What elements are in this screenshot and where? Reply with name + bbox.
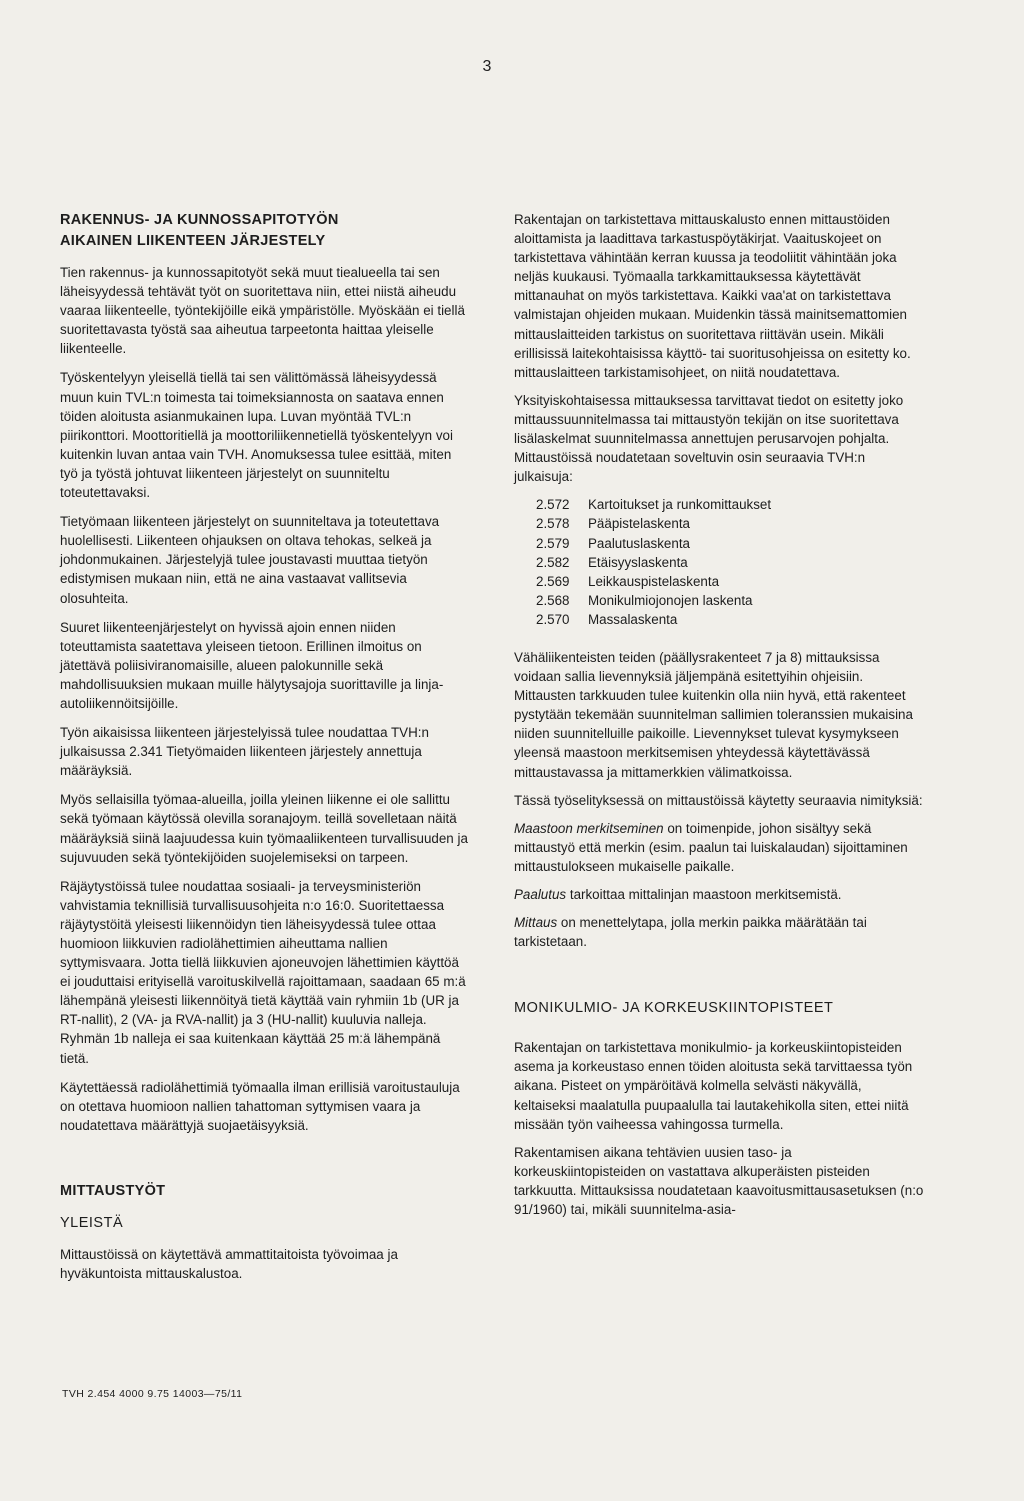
page-number: 3	[482, 58, 492, 75]
paragraph: Työskentelyyn yleisellä tiellä tai sen välittömässä läheisyydessä muun kuin TVL:n toimesta tai toimeksiannosta on saatava ennen töiden aloitusta asianmukainen lupa. Luvan myöntää TVL:n piirikonttori. Moottoritiellä ja moottoriliikennetiellä työskentelyyn voi kuitenkin luvan antaa vain TVH. Anomuksessa tulee esittää, miten työ ja työstä johtuvat liikenteen järjestelyt on suunniteltu toteutettavaksi.	[60, 370, 453, 501]
paragraph: Rakentajan on tarkistettava monikulmio- ja korkeuskiintopisteiden asema ja korkeustaso ennen töiden aloitusta sekä tarvittaessa työn aikana. Pisteet on ympäröitävä kolmella selvästi näkyvällä, keltaiseksi maalatulla puupaalulla tai lautakehikolla siten, ettei niitä missään työn vaiheessa vahingossa turmella.	[514, 1040, 913, 1132]
paragraph: Mittaustöissä on käytettävä ammattitaitoista työvoimaa ja hyväkuntoista mittauskalustoa.	[60, 1246, 398, 1282]
paragraph: Suuret liikenteenjärjestelyt on hyvissä ajoin ennen niiden toteuttamista saatettava yleiseen tietoon. Erillinen ilmoitus on jätettävä poliisiviranomaisille, alueen palokunnille sekä mahdollisuuksien mukaan muille hälytysajoja suorittaville ja linja-autoliikennöitsijöille.	[60, 619, 444, 711]
definition-term: Mittaus	[514, 915, 558, 931]
list-item: 2.568 Monikulmiojonojen laskenta	[536, 592, 753, 608]
paragraph: Rakentajan on tarkistettava mittauskalusto ennen mittaustöiden aloittamista ja laadittava tarkastuspöytäkirjat. Vaaituskojeet on tarkistettava vähintään kerran kuussa ja teodoliitit vähintään joka neljäs kuukausi. Työmaalla tarkkamittauksessa käytettävät mittanauhat on myös tarkistettava. Kaikki vaa'at on tarkistettava valmistajan ohjeiden mukaan. Muidenkin tässä mainitsemattomien mittauslaitteiden tarkistus on suoritettava riittävän usein. Mikäli erillisissä laitekohtaisissa käyttö- tai suoritusohjeissa on esitetty ko. mittauslaitteen tarkistamisohjeet, on niitä noudatettava.	[514, 212, 911, 380]
list-item: 2.578 Pääpistelaskenta	[536, 516, 690, 532]
left-column	[60, 210, 472, 1293]
paragraph: Myös sellaisilla työmaa-alueilla, joilla yleinen liikenne ei ole sallittu sekä työmaan käytössä olevilla soranajoym. teillä sovelletaan näitä määräyksiä siinä laajuudessa kuin työmaaliikenteen turvallisuuden ja sujuvuuden sekä työntekijöiden suojelemiseksi on tarpeen.	[60, 792, 468, 865]
list-item: 2.582 Etäisyyslaskenta	[536, 554, 688, 570]
paragraph: Tien rakennus- ja kunnossapitotyöt sekä muut tiealueella tai sen läheisyydessä tehtävät työt on suoritettava niin, ettei niistä aiheudu vaaraa liikenteelle, työntekijöille eikä ympäristölle. Myöskään ei tiellä suoritettavasta työstä saa aiheutua tarpeetonta haittaa yleiselle liikenteelle.	[60, 265, 465, 357]
subheading-general: YLEISTÄ	[60, 1214, 124, 1231]
right-column	[514, 210, 926, 1228]
paragraph: Käytettäessä radiolähettimiä työmaalla ilman erillisiä varoitustauluja on otettava huomioon nallien tahattoman syttymisen vaara ja noudatettava määrättyjä suojaetäisyyksiä.	[60, 1079, 460, 1133]
definition: Mittaus on menettelytapa, jolla merkin paikka määrätään tai tarkistetaan.	[514, 915, 867, 950]
section-heading-traffic: RAKENNUS- JA KUNNOSSAPITOTYÖN AIKAINEN LIIKENTEEN JÄRJESTELY	[60, 212, 339, 249]
definition: Maastoon merkitseminen on toimenpide, johon sisältyy sekä mittaustyö että merkin (esim. paalun tai luiskalaudan) sijoittaminen mittaustulokseen mukaiselle paikalle.	[514, 820, 908, 874]
footer-print-code: TVH 2.454 4000 9.75 14003—75/11	[62, 1388, 243, 1400]
list-item: 2.579 Paalutuslaskenta	[536, 535, 690, 551]
list-item: 2.570 Massalaskenta	[536, 611, 678, 627]
list-item: 2.572 Kartoitukset ja runkomittaukset	[536, 497, 772, 513]
paragraph: Rakentamisen aikana tehtävien uusien taso- ja korkeuskiintopisteiden on vastattava alkuperäisten pisteiden tarkkuutta. Mittauksissa noudatetaan kaavoitusmittausasetuksen (n:o 91/1960) tai, mikäli suunnitelma-asia-	[514, 1144, 924, 1218]
publication-list	[536, 495, 926, 629]
paragraph: Yksityiskohtaisessa mittauksessa tarvittavat tiedot on esitetty joko mittaussuunnitelmassa tai mittaustyön tekijän on itse suoritettava lisälaskelmat suunnitelmassa annettujen perusarvojen pohjalta. Mittaustöissä noudatetaan soveltuvin osin seuraavia TVH:n julkaisuja:	[514, 392, 904, 485]
definition-term: Paalutus	[514, 887, 567, 902]
paragraph: Vähäliikenteisten teiden (päällysrakenteet 7 ja 8) mittauksissa voidaan sallia lievennyksiä jäljempänä esitettyihin ohjeisiin. Mittausten tarkkuuden tulee kuitenkin olla niin hyvä, että rakenteet pystytään tekemään suunnitelman sallimien toleranssien mukaisina niiden suunnitelluille paikoille. Lievennykset tulevat kysymykseen yleensä maastoon merkitsemisen yhteydessä käytettävässä mittaustavassa ja mittamerkkien välimatkoissa.	[514, 649, 913, 780]
paragraph: Räjäytystöissä tulee noudattaa sosiaali- ja terveysministeriön vahvistamia teknillisiä turvallisuusohjeita n:o 16:0. Suoritettaessa räjäytystöitä yleisesti liikennöidyn tien läheisyydessä tulee ottaa huomioon liikkuvien radiolähettimien aiheuttama nallien syttymisvaara. Jotta tiellä liikkuvien ajoneuvojen lähettimien käyttöä ei jouduttaisi erityisellä varoituskilvellä rajoittamaan, saadaan 65 m:ä lähempänä yleisesti liikennöityä tietä käyttää vain ryhmiin 1b (UR ja RT-nallit), 2 (VA- ja RVA-nallit) ja 3 (HU-nallit) kuuluvia nalleja. Ryhmän 1b nalleja ei saa kuitenkaan käyttää 25 m:ä lähempänä tietä.	[60, 878, 466, 1066]
definition-term: Maastoon merkitseminen	[514, 820, 664, 836]
section-heading-benchmarks: MONIKULMIO- JA KORKEUSKIINTOPISTEET	[514, 1000, 834, 1017]
definition: Paalutus tarkoittaa mittalinjan maastoon merkitsemistä.	[514, 887, 842, 902]
paragraph: Tietyömaan liikenteen järjestelyt on suunniteltava ja toteutettava huolellisesti. Liikenteen ohjauksen on oltava tehokas, selkeä ja johdonmukainen. Järjestelyjä tulee joustavasti muuttaa tietyön edistymisen mukaan niin, että ne aina vastaavat vallitsevia olosuhteita.	[60, 514, 440, 606]
section-heading-measurement: MITTAUSTYÖT	[60, 1182, 166, 1199]
paragraph: Työn aikaisissa liikenteen järjestelyissä tulee noudattaa TVH:n julkaisussa 2.341 Tietyömaiden liikenteen järjestely annettuja määräyksiä.	[60, 725, 429, 779]
paragraph: Tässä työselityksessä on mittaustöissä käytetty seuraavia nimityksiä:	[514, 792, 923, 808]
list-item: 2.569 Leikkauspistelaskenta	[536, 573, 720, 589]
